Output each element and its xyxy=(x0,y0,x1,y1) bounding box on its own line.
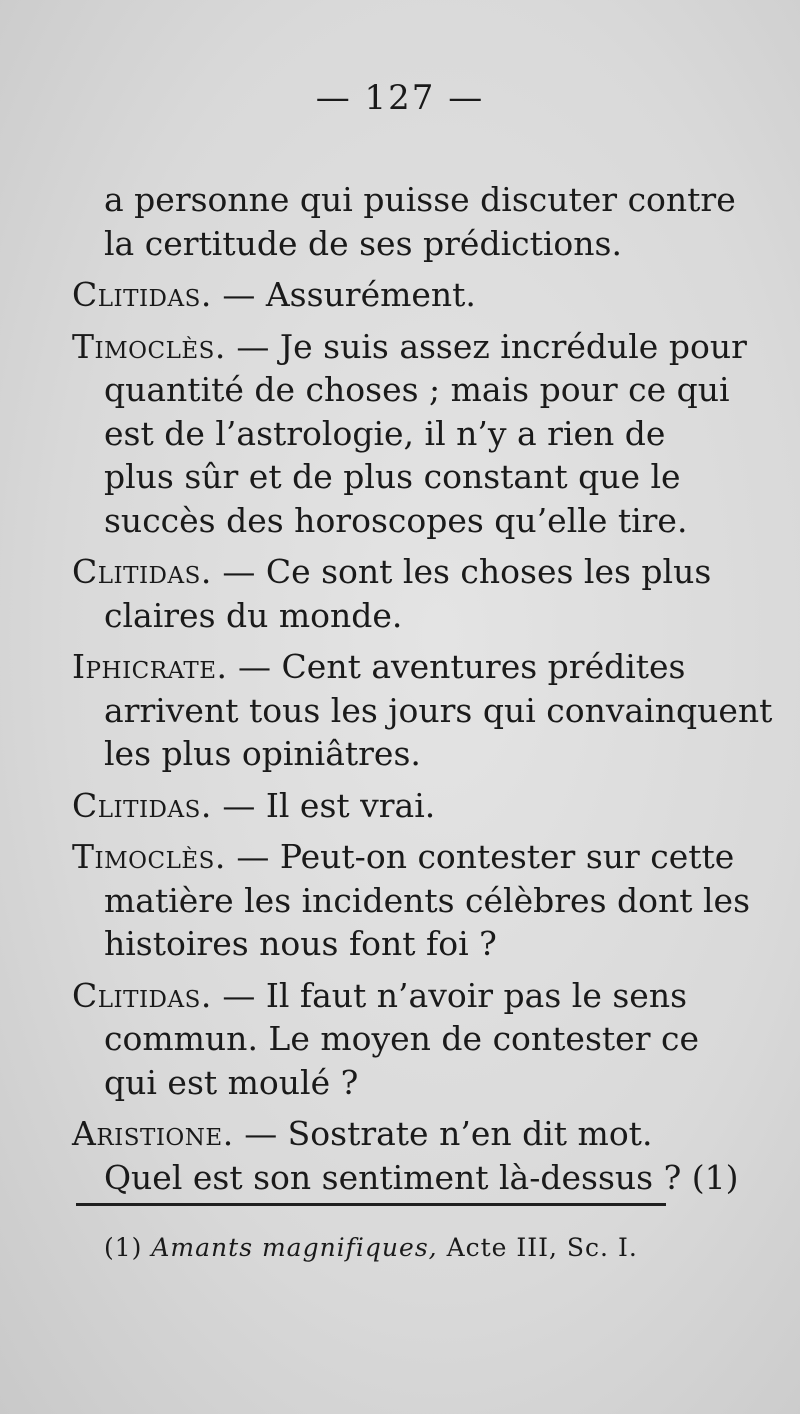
speech-line: Quel est son sentiment là-dessus ? (1) xyxy=(104,1157,739,1197)
speech-line: — Assurément. xyxy=(222,275,476,314)
dialogue-text xyxy=(72,178,773,1207)
footnote-marker: (1) xyxy=(104,1233,143,1262)
speech-aristione-1 xyxy=(72,1112,739,1199)
text-line: la certitude de ses prédictions. xyxy=(104,223,622,263)
speech-clitidas-4 xyxy=(72,974,699,1105)
speech-line: — Ce sont les choses les plus xyxy=(222,552,712,591)
speaker-name: Clitidas. xyxy=(72,275,212,314)
footnote xyxy=(104,1233,638,1262)
text-line: a personne qui puisse discuter contre xyxy=(104,180,736,219)
speech-line: — Peut-on contester sur cette xyxy=(236,837,735,876)
speech-line: plus sûr et de plus constant que le xyxy=(104,457,681,496)
page-number: — 127 — xyxy=(315,78,485,118)
speech-line: — Cent aventures prédites xyxy=(238,647,686,686)
speaker-name: Clitidas. xyxy=(72,785,212,825)
footnote-work-title: Amants magnifiques, xyxy=(151,1233,438,1262)
speech-line: qui est moulé ? xyxy=(104,1062,359,1102)
speaker-name: Clitidas. xyxy=(72,552,212,591)
speech-line: quantité de choses ; mais pour ce qui xyxy=(104,370,730,409)
speech-line: succès des horoscopes qu’elle tire. xyxy=(104,500,688,540)
speaker-name: Aristione. xyxy=(72,1114,234,1153)
speaker-name: Clitidas. xyxy=(72,975,212,1015)
speech-timocles-1 xyxy=(72,325,747,543)
speaker-name: Timoclès. xyxy=(72,837,226,876)
speech-line: — Il faut n’avoir pas le sens xyxy=(222,975,688,1015)
speech-clitidas-2 xyxy=(72,550,712,637)
speech-iphicrate-1 xyxy=(72,645,773,776)
speech-clitidas-3 xyxy=(72,784,664,828)
footnote-rule xyxy=(76,1203,666,1206)
speech-line: arrivent tous les jours qui convainquent xyxy=(104,690,773,730)
speech-line: histoires nous font foi ? xyxy=(104,924,497,963)
speaker-name: Timoclès. xyxy=(72,326,226,366)
continuation-paragraph xyxy=(72,178,736,265)
speech-line: les plus opiniâtres. xyxy=(104,734,421,773)
speech-timocles-2 xyxy=(72,835,751,966)
speech-line: — Je suis assez incrédule pour xyxy=(236,326,747,366)
speaker-name: Iphicrate. xyxy=(72,647,228,686)
speech-line: claires du monde. xyxy=(104,595,403,635)
speech-line: commun. Le moyen de contester ce xyxy=(104,1019,699,1058)
speech-line: matière les incidents célèbres dont les xyxy=(104,880,751,920)
speech-line: est de l’astrologie, il n’y a rien de xyxy=(104,413,666,453)
speech-line: — Il est vrai. xyxy=(222,785,436,825)
footnote-reference: Acte III, Sc. I. xyxy=(446,1233,638,1262)
speech-clitidas-1 xyxy=(72,273,664,317)
speech-line: — Sostrate n’en dit mot. xyxy=(244,1114,653,1153)
